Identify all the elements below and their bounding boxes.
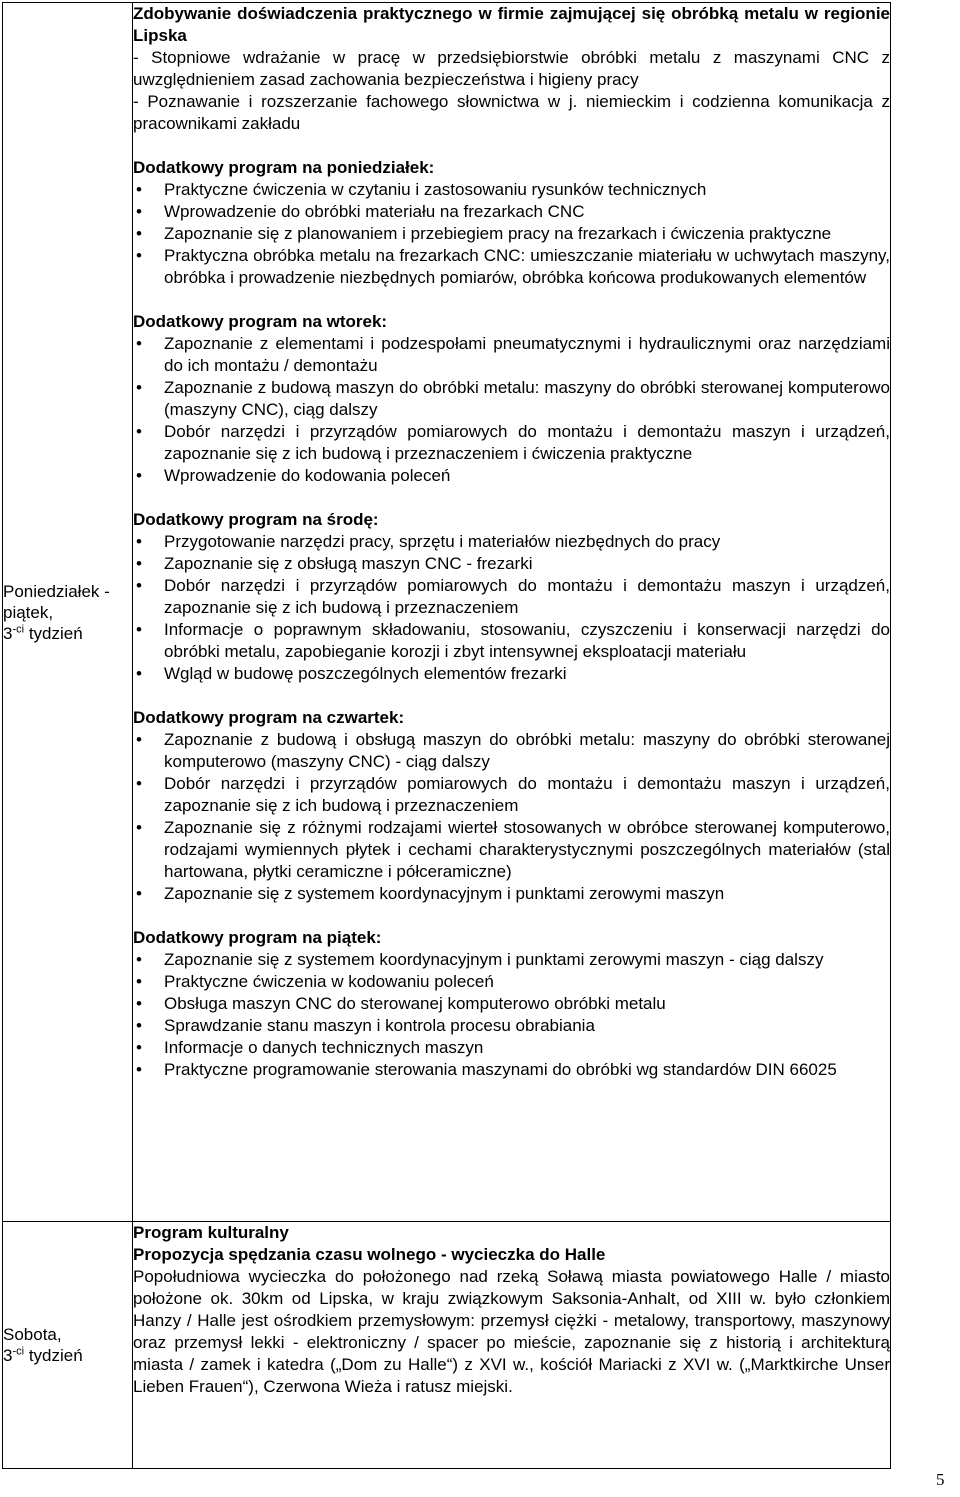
list-item: • Zapoznanie się z planowaniem i przebiegiem pracy na frezarkach i ćwiczenia praktyczne: [133, 223, 890, 245]
day-cell-saturday: [3, 1222, 133, 1469]
list-item: • Zapoznanie z budową i obsługą maszyn do obróbki metalu: maszyny do obróbki sterowanej komputerowo (maszyny CNC) - ciąg dalszy: [133, 729, 890, 773]
section-monday: [133, 157, 890, 289]
list-item: • Dobór narzędzi i przyrządów pomiarowych do montażu i demontażu maszyn i urządzeń, zapoznanie się z ich budową i przeznaczeniem i ćwiczenia praktyczne: [133, 421, 890, 465]
list-item: • Wgląd w budowę poszczególnych elementów frezarki: [133, 663, 890, 685]
section-subheading: Propozycja spędzania czasu wolnego - wycieczka do Halle: [133, 1245, 606, 1264]
list-item: • Informacje o poprawnym składowaniu, stosowaniu, czyszczeniu i konserwacji narzędzi do obróbki metalu, zapobieganie korozji i zbyt intensywnej eksploatacji materiału: [133, 619, 890, 663]
schedule-row-weekdays: [3, 3, 891, 1222]
list-item: • Sprawdzanie stanu maszyn i kontrola procesu obrabiania: [133, 1015, 890, 1037]
bullet-list: [133, 729, 890, 905]
section-tuesday: [133, 311, 890, 487]
week-word: tydzień: [28, 1346, 83, 1365]
schedule-row-saturday: [3, 1222, 891, 1469]
list-item: • Zapoznanie się z systemem koordynacyjnym i punktami zerowymi maszyn: [133, 883, 890, 905]
intro-line: - Poznawanie i rozszerzanie fachowego słownictwa w j. niemieckim i codzienna komunikacja z pracownikami zakładu: [133, 92, 890, 133]
list-item: • Zapoznanie się z różnymi rodzajami wierteł stosowanych w obróbce sterowanej komputerowo, rodzajami wymiennych płytek i cechami charakterystycznymi poszczególnych materiałów (stal hartowana, płytki ceramiczne i półceramiczne): [133, 817, 890, 883]
section-heading: Dodatkowy program na poniedziałek:: [133, 158, 435, 177]
schedule-table: [2, 2, 891, 1469]
day-label: [3, 1324, 132, 1366]
list-item: • Dobór narzędzi i przyrządów pomiarowych do montażu i demontażu maszyn i urządzeń, zapoznanie się z ich budową i przeznaczeniem: [133, 575, 890, 619]
day-label-line1: Poniedziałek -: [3, 581, 110, 601]
bullet-list: [133, 179, 890, 289]
list-item: • Przygotowanie narzędzi pracy, sprzętu i materiałów niezbędnych do pracy: [133, 531, 890, 553]
program-cell-saturday: [133, 1222, 891, 1469]
program-cell-weekdays: [133, 3, 891, 1222]
section-thursday: [133, 707, 890, 905]
day-label: [3, 581, 132, 644]
week-suffix: -ci: [12, 1345, 25, 1358]
list-item: • Dobór narzędzi i przyrządów pomiarowych do montażu i demontażu maszyn i urządzeń, zapoznanie się z ich budową i przeznaczeniem: [133, 773, 890, 817]
bullet-list: [133, 531, 890, 685]
section-heading: Dodatkowy program na czwartek:: [133, 708, 405, 727]
page-number: 5: [936, 1470, 945, 1489]
bullet-list: [133, 949, 890, 1081]
list-item: • Praktyczne ćwiczenia w czytaniu i zastosowaniu rysunków technicznych: [133, 179, 890, 201]
trip-description: Popołudniowa wycieczka do położonego nad rzeką Soławą miasta powiatowego Halle / miasto położone ok. 30km od Lipska, w kraju związkowym Saksonia-Anhalt, od XIII w. było członkiem Hanzy / Halle jest ośrodkiem przemysłowym: przemysł ciężki - metalowy, transportowy, maszynowy oraz przemysł lekki - elektroniczny / spacer po mieście, zapoznanie się z historią i architekturą miasta / zamek i katedra („Dom zu Halle“) z XVI w., kościół Mariacki z XVI w. („Marktkirche Unser Lieben Frauen“), Czerwona Wieża i ratusz miejski.: [133, 1267, 890, 1396]
list-item: • Praktyczna obróbka metalu na frezarkach CNC: umieszczanie miateriału w uchwytach maszyny, obróbka i prowadzenie niezbędnych pomiarów, obróbka końcowa produkowanych elementów: [133, 245, 890, 289]
week-word: tydzień: [28, 623, 83, 643]
list-item: • Zapoznanie się z systemem koordynacyjnym i punktami zerowymi maszyn - ciąg dalszy: [133, 949, 890, 971]
day-label-line2: piątek,: [3, 602, 54, 622]
day-label-line1: Sobota,: [3, 1325, 62, 1344]
bullet-list: [133, 333, 890, 487]
list-item: • Zapoznanie się z obsługą maszyn CNC - frezarki: [133, 553, 890, 575]
week-number: 3: [3, 623, 13, 643]
list-item: • Informacje o danych technicznych maszyn: [133, 1037, 890, 1059]
list-item: • Wprowadzenie do kodowania poleceń: [133, 465, 890, 487]
intro-line: - Stopniowe wdrażanie w pracę w przedsiębiorstwie obróbki metalu z maszynami CNC z uwzględnieniem zasad zachowania bezpieczeństwa i higieny pracy: [133, 48, 890, 89]
list-item: • Praktyczne programowanie sterowania maszynami do obróbki wg standardów DIN 66025: [133, 1059, 890, 1081]
section-heading: Dodatkowy program na wtorek:: [133, 312, 388, 331]
week-suffix: -ci: [12, 622, 25, 635]
section-heading: Program kulturalny: [133, 1223, 289, 1242]
section-wednesday: [133, 509, 890, 685]
list-item: • Praktyczne ćwiczenia w kodowaniu poleceń: [133, 971, 890, 993]
section-heading: Dodatkowy program na środę:: [133, 510, 379, 529]
week-number: 3: [3, 1346, 13, 1365]
list-item: • Zapoznanie z budową maszyn do obróbki metalu: maszyny do obróbki sterowanej komputerowo (maszyny CNC), ciąg dalszy: [133, 377, 890, 421]
section-friday: [133, 927, 890, 1081]
section-heading: Dodatkowy program na piątek:: [133, 928, 382, 947]
list-item: • Obsługa maszyn CNC do sterowanej komputerowo obróbki metalu: [133, 993, 890, 1015]
intro-heading: Zdobywanie doświadczenia praktycznego w firmie zajmującej się obróbką metalu w regionie Lipska: [133, 4, 890, 45]
day-cell-weekdays: [3, 3, 133, 1222]
list-item: • Zapoznanie z elementami i podzespołami pneumatycznymi i hydraulicznymi oraz narzędziami do ich montażu / demontażu: [133, 333, 890, 377]
list-item: • Wprowadzenie do obróbki materiału na frezarkach CNC: [133, 201, 890, 223]
